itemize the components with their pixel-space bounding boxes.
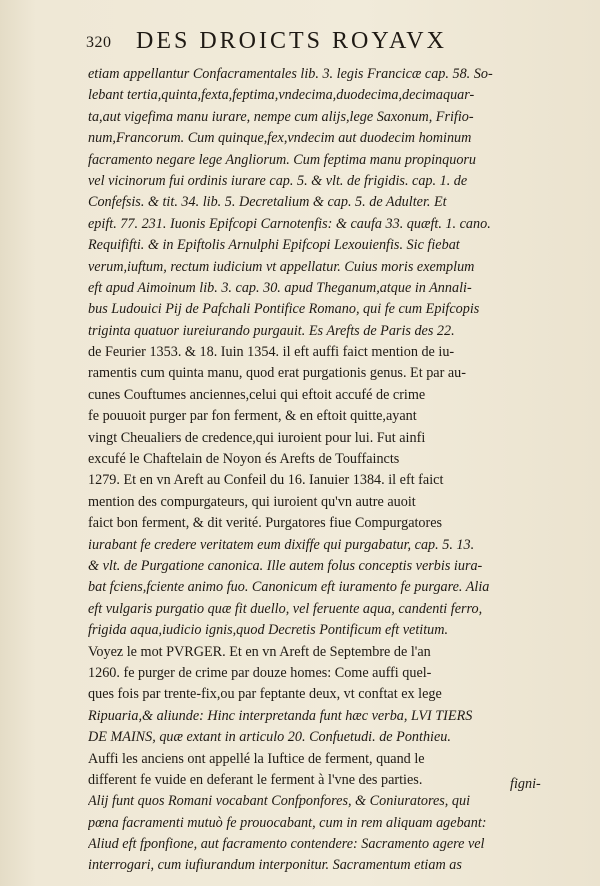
text-line: epift. 77. 231. Iuonis Epifcopi Carnotenfis: & caufa 33. quæft. 1. cano. (88, 215, 491, 232)
text-line: bus Ludouici Pij de Pafchali Pontifice Romano, qui fe cum Epifcopis (88, 301, 480, 318)
text-line: lebant tertia,quinta,fexta,feptima,vndecima,duodecima,decimaquar- (88, 87, 475, 104)
text-line: Alij funt quos Romani vocabant Confponfores, & Coniuratores, qui (88, 793, 471, 810)
text-line: triginta quatuor iureiurando purgauit. Es Arefts de Paris des 22. (88, 322, 455, 339)
text-line: Ripuaria,& aliunde: Hinc interpretanda funt hæc verba, LVI TIERS (88, 707, 473, 724)
text-line: interrogari, cum iufiurandum interponitur. Sacramentum etiam as (88, 857, 462, 874)
text-line: ramentis cum quinta manu, quod erat purgationis genus. Et par au- (88, 365, 466, 382)
text-line: vingt Cheualiers de credence,qui iuroient pour lui. Fut ainfi (88, 429, 426, 446)
text-line: Confefsis. & tit. 34. lib. 5. Decretalium & cap. 5. de Adulter. Et (88, 194, 447, 211)
text-line: & vlt. de Purgatione canonica. Ille autem folus conceptis verbis iura- (88, 557, 483, 574)
text-line: different fe vuide en deferant le ferment à l'vne des parties. (88, 771, 423, 788)
text-line: verum,iuftum, rectum iudicium vt appellatur. Cuius moris exemplum (88, 258, 475, 275)
text-line: excufé le Chaftelain de Noyon és Arefts de Touffaincts (88, 451, 400, 468)
text-line: pœna facramenti mutuò fe prouocabant, cum in rem aliquam agebant: (88, 814, 487, 831)
text-line: ques fois par trente-fix,ou par feptante deux, vt conftat ex lege (88, 686, 442, 703)
page-header (86, 24, 546, 60)
text-line: mention des compurgateurs, qui iuroient qu'vn autre auoit (88, 493, 416, 510)
text-line: bat fciens,fciente animo fuo. Canonicum eft iuramento fe purgare. Alia (88, 579, 490, 596)
text-line: eft apud Aimoinum lib. 3. cap. 30. apud Theganum,atque in Annali- (88, 279, 472, 296)
text-line: Voyez le mot PVRGER. Et en vn Areft de Septembre de l'an (88, 643, 431, 660)
text-line: fe pouuoit purger par fon ferment, & en eftoit quitte,ayant (88, 408, 417, 425)
body-text (88, 64, 548, 877)
text-line: DE MAINS, quæ extant in articulo 20. Confuetudi. de Ponthieu. (88, 729, 451, 746)
text-line: Aliud eft fponfione, aut facramento contendere: Sacramento agere vel (88, 836, 485, 853)
text-line: num,Francorum. Cum quinque,fex,vndecim aut duodecim hominum (88, 130, 472, 147)
text-line: cunes Couftumes anciennes,celui qui eftoit accufé de crime (88, 386, 426, 403)
text-line: 1279. Et en vn Areft au Confeil du 16. Ianuier 1384. il eft faict (88, 472, 444, 489)
text-line: ta,aut vigefima manu iurare, nempe cum alijs,lege Saxonum, Frifio- (88, 108, 474, 125)
catchword: figni- (510, 776, 541, 792)
text-line: 1260. fe purger de crime par douze homes: Come auffi quel- (88, 664, 432, 681)
text-line: faict bon ferment, & dit verité. Purgatores fiue Compurgatores (88, 515, 443, 532)
running-title: DES DROICTS ROYAVX (136, 28, 447, 54)
text-line: vel vicinorum fui ordinis iurare cap. 5. & vlt. de frigidis. cap. 1. de (88, 172, 468, 189)
text-line: etiam appellantur Confacramentales lib. 3. legis Francicæ cap. 58. So- (88, 66, 493, 82)
text-line: iurabant fe credere veritatem eum dixiffe qui purgabatur, cap. 5. 13. (88, 536, 475, 553)
page-number: 320 (86, 34, 112, 51)
text-line: facramento negare lege Angliorum. Cum feptima manu propinquoru (88, 151, 477, 168)
text-line: Requififti. & in Epiftolis Arnulphi Epifcopi Lexouienfis. Sic fiebat (88, 237, 460, 254)
text-line: Auffi les anciens ont appellé la Iuftice de ferment, quand le (88, 750, 425, 767)
text-line: eft vulgaris purgatio quæ fit duello, vel feruente aqua, candenti ferro, (88, 600, 483, 617)
text-line: frigida aqua,iudicio ignis,quod Decretis Pontificum eft vetitum. (88, 622, 449, 639)
text-line: de Feurier 1353. & 18. Iuin 1354. il eft auffi faict mention de iu- (88, 344, 455, 361)
